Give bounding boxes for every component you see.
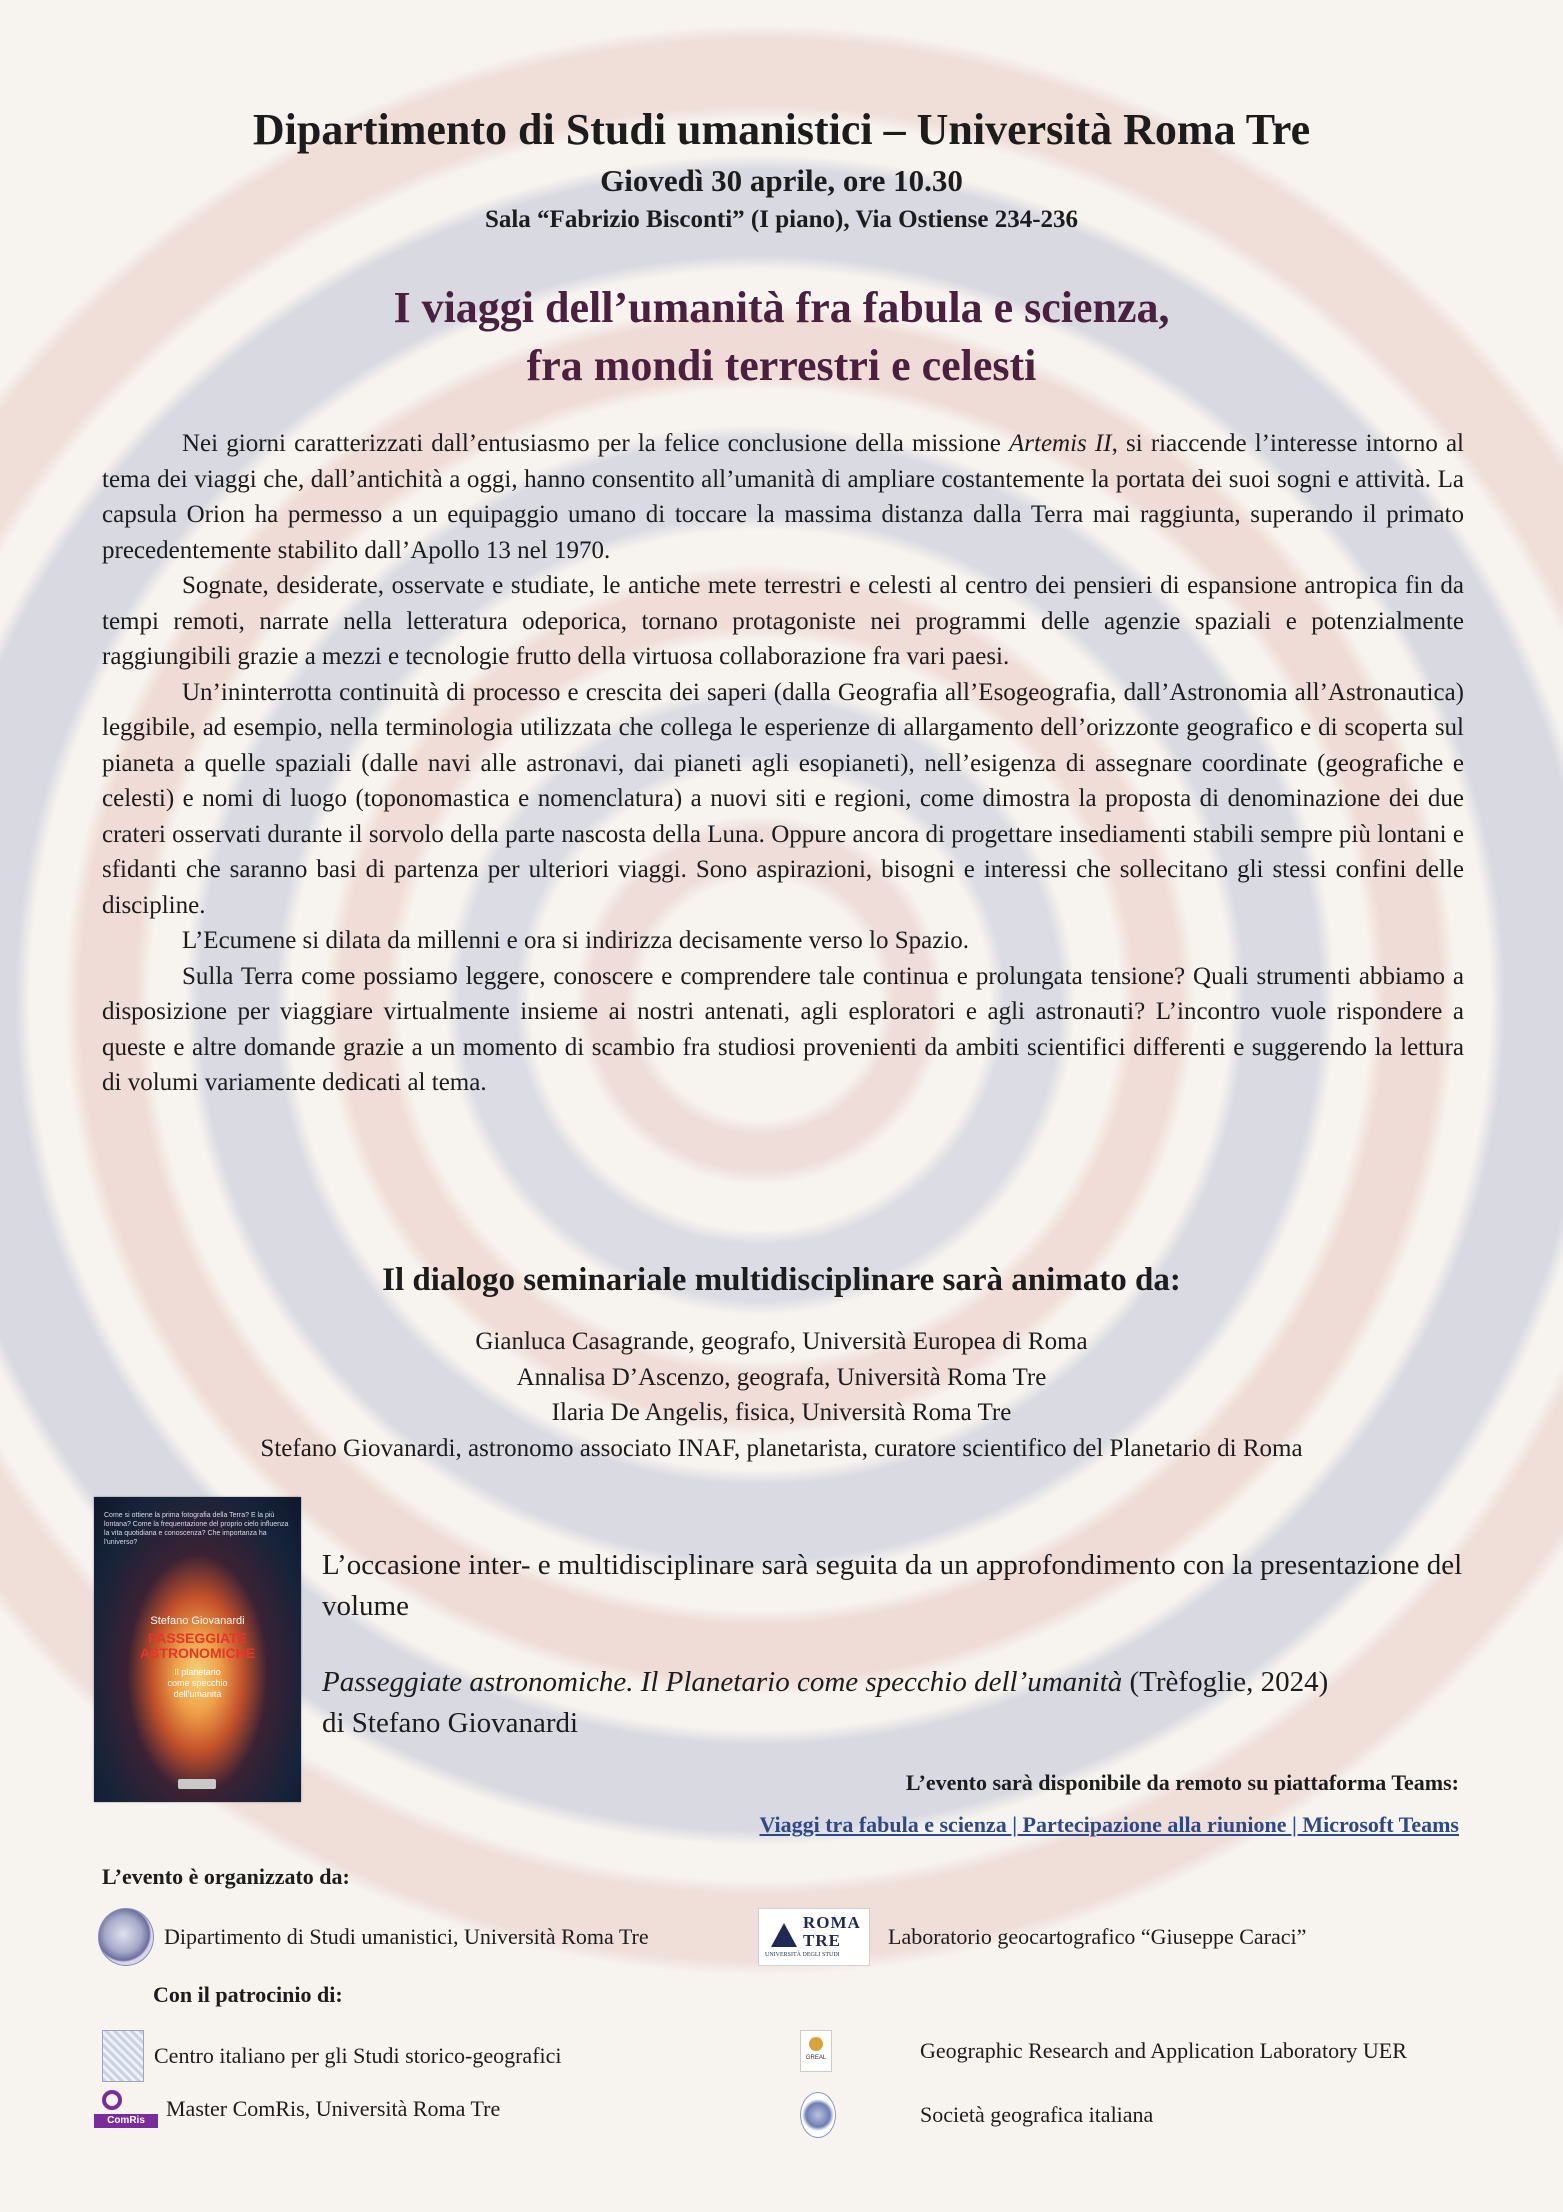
patronage-label: Con il patrocinio di: bbox=[153, 1982, 343, 2007]
remote-availability: L’evento sarà disponibile da remoto su piattaforma Teams: bbox=[905, 1770, 1459, 1795]
patron-cisge bbox=[102, 2030, 562, 2082]
paragraph-1-end: , si riaccende l’interesse intorno al tema dei viaggi che, dall’antichità a oggi, hanno consentito all’umanità di ampliare costantemente la portata dei suoi sogni e attività. La capsula Orion ha permesso a un equipaggio umano di toccare la massima distanza dalla Terra mai raggiunta, superando il primato precedentemente stabilito dall’Apollo 13 nel 1970. bbox=[102, 430, 1465, 564]
book-cover-subtitle bbox=[94, 1667, 301, 1700]
dsu-logo-icon bbox=[98, 1908, 154, 1966]
organizers-label: L’evento è organizzato da: bbox=[102, 1864, 350, 1889]
book-cover-subtitle-line2: come specchio bbox=[167, 1678, 228, 1688]
book-intro: L’occasione inter- e multidisciplinare sarà seguita da un approfondimento con la presentazione del volume bbox=[322, 1549, 1463, 1622]
event-venue: Sala “Fabrizio Bisconti” (I piano), Via Ostiense 234-236 bbox=[484, 206, 1079, 233]
speaker-item: Stefano Giovanardi, astronomo associato INAF, planetarista, curatore scientifico del Planetario di Roma bbox=[260, 1434, 1303, 1462]
paragraph-2: Sognate, desiderate, osservate e studiate, le antiche mete terrestri e celesti al centro dei pensieri di espansione antropica fin da tempi remoti, narrate nella letteratura odeporica, tornano protagoniste nei programmi delle agenzie spaziali e potenzialmente raggiungibili grazie a mezzi e tecnologie frutto della virtuosa collaborazione fra vari paesi. bbox=[102, 572, 1464, 670]
mission-name: Artemis II bbox=[1009, 430, 1112, 457]
greal-logo-mark bbox=[809, 2037, 823, 2051]
dialog-heading: Il dialogo seminariale multidisciplinare sarà animato da: bbox=[382, 1262, 1181, 1298]
patron-comris bbox=[94, 2090, 500, 2128]
patron-name: Master ComRis, Università Roma Tre bbox=[166, 2096, 501, 2121]
book-publisher: (Trèfoglie, 2024) bbox=[1122, 1666, 1329, 1698]
paragraph-3: Un’ininterrotta continuità di processo e crescita dei saperi (dalla Geografia all’Esogeografia, dall’Astronomia all’Astronautica) leggibile, ad esempio, nella terminologia utilizzata che collega le esperienze di allargamento dell’orizzonte geografico e di scoperta sul pianeta a quelle spaziali (dalle navi alle astronavi, dai pianeti agli esopianeti), nell’esigenza di assegnare coordinate (geografiche e celesti) e nomi di luogo (toponomastica e nomenclatura) a nuovi siti e regioni, come dimostra la proposta di denominazione dei due crateri osservati durante il sorvolo della parte nascosta della Luna. Oppure ancora di progettare insediamenti stabili sempre più lontani e sfidanti che saranno basi di partenza per ulteriori viaggi. Sono aspirazioni, bisogni e interessi che sollecitano gli stessi confini delle discipline. bbox=[102, 678, 1464, 919]
roma-tre-logo-icon bbox=[758, 1908, 870, 1966]
book-title: Passeggiate astronomiche. Il Planetario come specchio dell’umanità bbox=[322, 1666, 1123, 1698]
organizer-dsu bbox=[98, 1908, 649, 1966]
event-date: Giovedì 30 aprile, ore 10.30 bbox=[600, 163, 963, 198]
comris-logo-icon bbox=[94, 2090, 158, 2128]
paragraph-4: L’Ecumene si dilata da millenni e ora si indirizza decisamente verso lo Spazio. bbox=[182, 927, 970, 954]
event-title-line2: fra mondi terrestri e celesti bbox=[526, 341, 1037, 390]
patron-name: Società geografica italiana bbox=[920, 2102, 1154, 2127]
roma-tre-logo-uni: UNIVERSITÀ DEGLI STUDI bbox=[765, 1952, 840, 1958]
roma-tre-logo-tre: TRE bbox=[803, 1931, 841, 1950]
organizer-name: Dipartimento di Studi umanistici, Università Roma Tre bbox=[164, 1924, 649, 1949]
patron-name: Centro italiano per gli Studi storico-geografici bbox=[154, 2043, 562, 2068]
event-title-line1: I viaggi dell’umanità fra fabula e scienza, bbox=[393, 283, 1170, 332]
sgi-logo-icon bbox=[800, 2092, 836, 2138]
patron-name: Geographic Research and Application Laboratory UER bbox=[920, 2038, 1407, 2063]
patron-greal bbox=[800, 2030, 1407, 2072]
comris-logo-text: ComRis bbox=[94, 2114, 158, 2128]
paragraph-1-start: Nei giorni caratterizzati dall’entusiasmo per la felice conclusione della missione bbox=[182, 430, 1010, 457]
speaker-item: Annalisa D’Ascenzo, geografa, Università Roma Tre bbox=[516, 1363, 1047, 1391]
book-cover-author: Stefano Giovanardi bbox=[150, 1615, 245, 1627]
department-heading: Dipartimento di Studi umanistici – Università Roma Tre bbox=[252, 105, 1311, 154]
greal-logo-icon bbox=[800, 2030, 832, 2072]
teams-meeting-link[interactable]: Viaggi tra fabula e scienza | Partecipazione alla riunione | Microsoft Teams bbox=[759, 1812, 1459, 1837]
book-cover-subtitle-line3: dell'umanità bbox=[173, 1689, 222, 1699]
body-text bbox=[102, 426, 1464, 1101]
organizer-lab bbox=[758, 1908, 1306, 1966]
paragraph-5: Sulla Terra come possiamo leggere, conoscere e comprendere tale continua e prolungata tensione? Quali strumenti abbiamo a disposizione per viaggiare virtualmente insieme ai nostri antenati, agli esploratori e agli astronauti? L’incontro vuole rispondere a queste e altre domande grazie a un momento di scambio fra studiosi provenienti da ambiti scientifici differenti e suggerendo la lettura di volumi variamente dedicati al tema. bbox=[102, 962, 1464, 1096]
book-reference bbox=[322, 1662, 1472, 1744]
cisge-logo-icon bbox=[102, 2030, 144, 2082]
organizer-name: Laboratorio geocartografico “Giuseppe Caraci” bbox=[888, 1924, 1307, 1949]
speaker-item: Gianluca Casagrande, geografo, Università Europea di Roma bbox=[475, 1328, 1088, 1355]
patron-sgi bbox=[800, 2092, 1153, 2138]
book-cover-title-line2: ASTRONOMICHE bbox=[139, 1645, 256, 1661]
book-cover-image bbox=[94, 1497, 301, 1802]
speaker-list bbox=[0, 1324, 1563, 1466]
roma-tre-logo-roma: ROMA bbox=[803, 1913, 861, 1932]
book-cover-title-line1: PASSEGGIATE bbox=[147, 1630, 248, 1646]
greal-logo-text: GREAL bbox=[805, 2055, 827, 2061]
paragraph-1 bbox=[102, 426, 1464, 568]
speaker-item: Ilaria De Angelis, fisica, Università Roma Tre bbox=[551, 1399, 1012, 1426]
magnifier-icon bbox=[102, 2090, 122, 2110]
book-cover-title bbox=[94, 1631, 301, 1661]
book-author: di Stefano Giovanardi bbox=[322, 1707, 579, 1739]
book-cover-blurb: Come si ottiene la prima fotografia della Terra? E la più lontana? Come la frequentazione del proprio cielo influenza la vita quotidiana e conoscenza? Che importanza ha l'universo? bbox=[104, 1512, 289, 1546]
roma-tre-triangle-icon bbox=[771, 1923, 797, 1947]
book-cover-subtitle-line1: Il planetario bbox=[174, 1667, 221, 1677]
